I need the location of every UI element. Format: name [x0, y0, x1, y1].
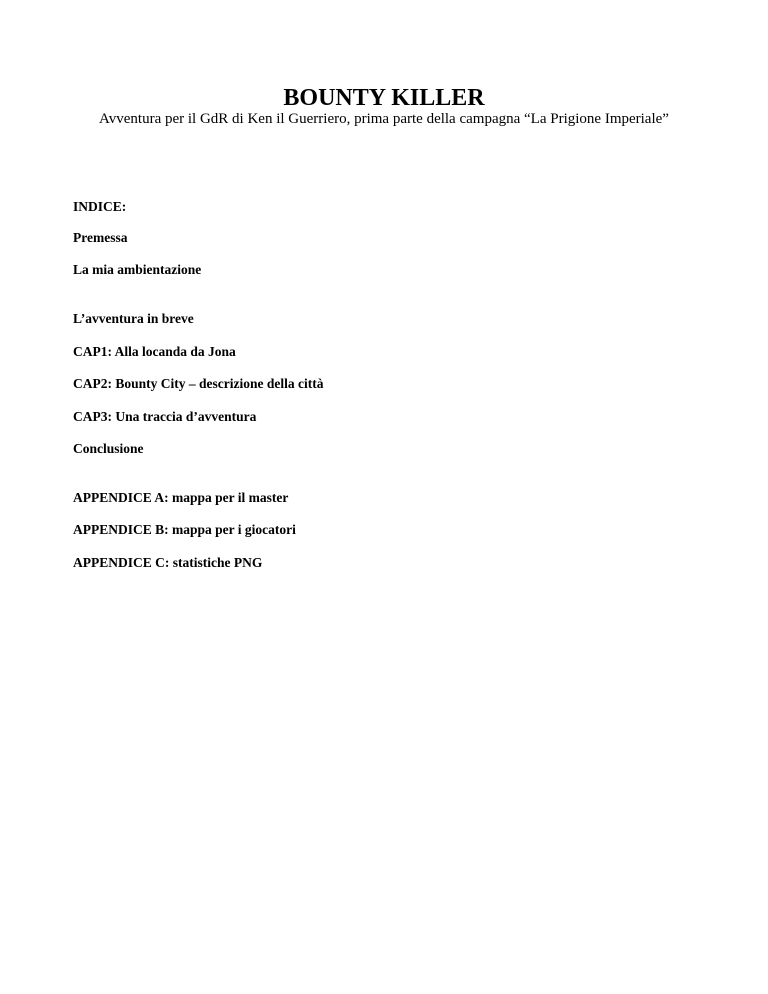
- toc-item-avventura-in-breve: L’avventura in breve: [73, 311, 194, 326]
- toc-item-cap2: CAP2: Bounty City – descrizione della città: [73, 376, 324, 391]
- toc-item-appendice-a: APPENDICE A: mappa per il master: [73, 490, 289, 505]
- toc-item-cap1: CAP1: Alla locanda da Jona: [73, 344, 236, 359]
- toc-item-premessa: Premessa: [73, 230, 128, 245]
- toc-item-ambientazione: La mia ambientazione: [73, 262, 202, 277]
- toc-item-appendice-b: APPENDICE B: mappa per i giocatori: [73, 522, 296, 537]
- toc-item-appendice-c: APPENDICE C: statistiche PNG: [73, 555, 263, 570]
- document-subtitle: Avventura per il GdR di Ken il Guerriero, prima parte della campagna “La Prigione Imperiale”: [99, 111, 669, 127]
- toc-heading: INDICE:: [73, 199, 127, 214]
- toc-item-cap3: CAP3: Una traccia d’avventura: [73, 409, 257, 424]
- toc-item-conclusione: Conclusione: [73, 441, 144, 456]
- document-title: BOUNTY KILLER: [283, 85, 485, 111]
